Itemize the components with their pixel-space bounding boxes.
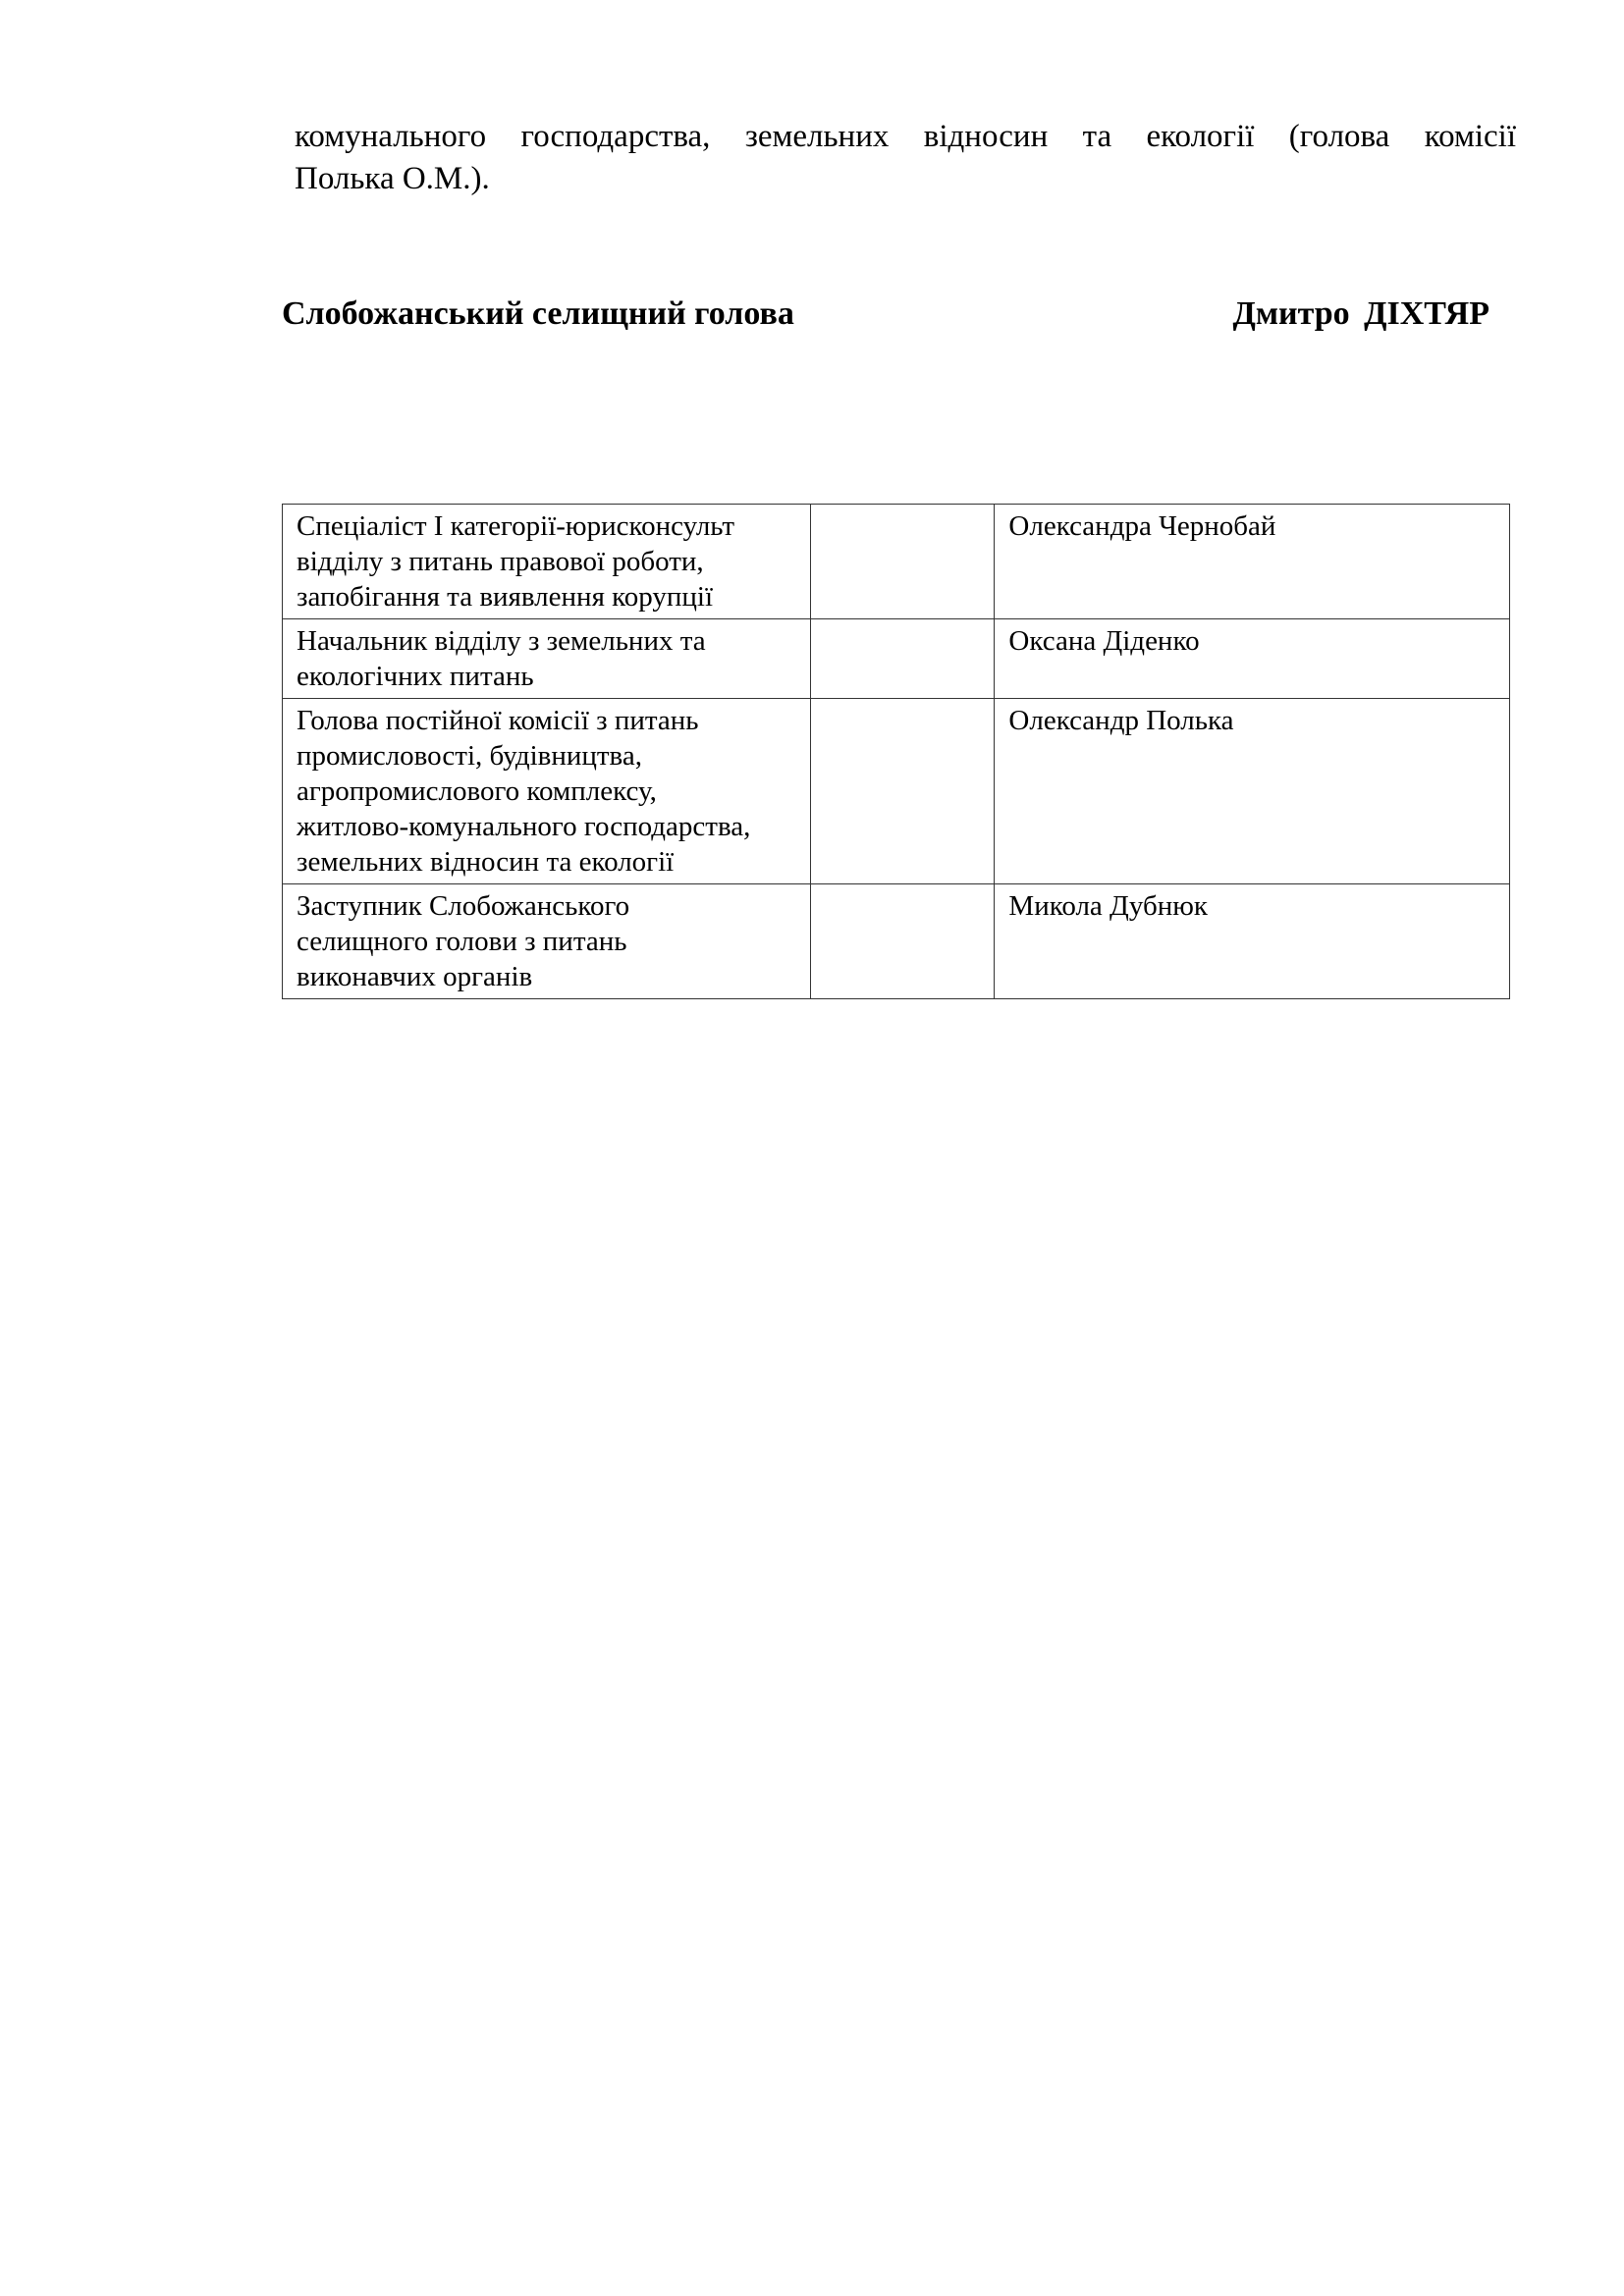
- signature-cell: [811, 619, 995, 699]
- role-cell: [283, 884, 811, 999]
- intro-line-2: Полька О.М.).: [295, 161, 490, 196]
- table-row: [283, 619, 1510, 699]
- role-line: виконавчих органів: [297, 961, 533, 992]
- table-row: [283, 505, 1510, 619]
- role-line: відділу з питань правової роботи,: [297, 546, 704, 577]
- role-cell: [283, 619, 811, 699]
- intro-line-1: комунального господарства, земельних відносин та екології (голова комісії: [295, 119, 1516, 154]
- role-line: земельних відносин та екології: [297, 846, 675, 878]
- table-row: [283, 884, 1510, 999]
- approvals-table: [282, 504, 1510, 999]
- role-line: житлово-комунального господарства,: [297, 811, 751, 842]
- name-cell: Олександр Полька: [995, 699, 1510, 884]
- name-cell: Олександра Чернобай: [995, 505, 1510, 619]
- role-cell: [283, 699, 811, 884]
- role-line: Начальник відділу з земельних та: [297, 625, 706, 657]
- signature-cell: [811, 699, 995, 884]
- table-row: [283, 699, 1510, 884]
- signature-cell: [811, 884, 995, 999]
- role-line: Спеціаліст І категорії-юрисконсульт: [297, 510, 735, 542]
- role-line: Заступник Слобожанського: [297, 890, 630, 922]
- role-line: Голова постійної комісії з питань: [297, 705, 699, 736]
- role-line: запобігання та виявлення корупції: [297, 581, 714, 613]
- role-line: промисловості, будівництва,: [297, 740, 642, 772]
- signatory-name: Дмитро ДІХТЯР: [1232, 295, 1489, 332]
- intro-paragraph: [295, 116, 1516, 200]
- role-line: селищного голови з питань: [297, 926, 627, 957]
- name-cell: Микола Дубнюк: [995, 884, 1510, 999]
- name-cell: Оксана Діденко: [995, 619, 1510, 699]
- role-cell: [283, 505, 811, 619]
- role-line: агропромислового комплексу,: [297, 775, 657, 807]
- signature-cell: [811, 505, 995, 619]
- role-line: екологічних питань: [297, 661, 534, 692]
- signatory-position: Слобожанський селищний голова: [282, 295, 794, 332]
